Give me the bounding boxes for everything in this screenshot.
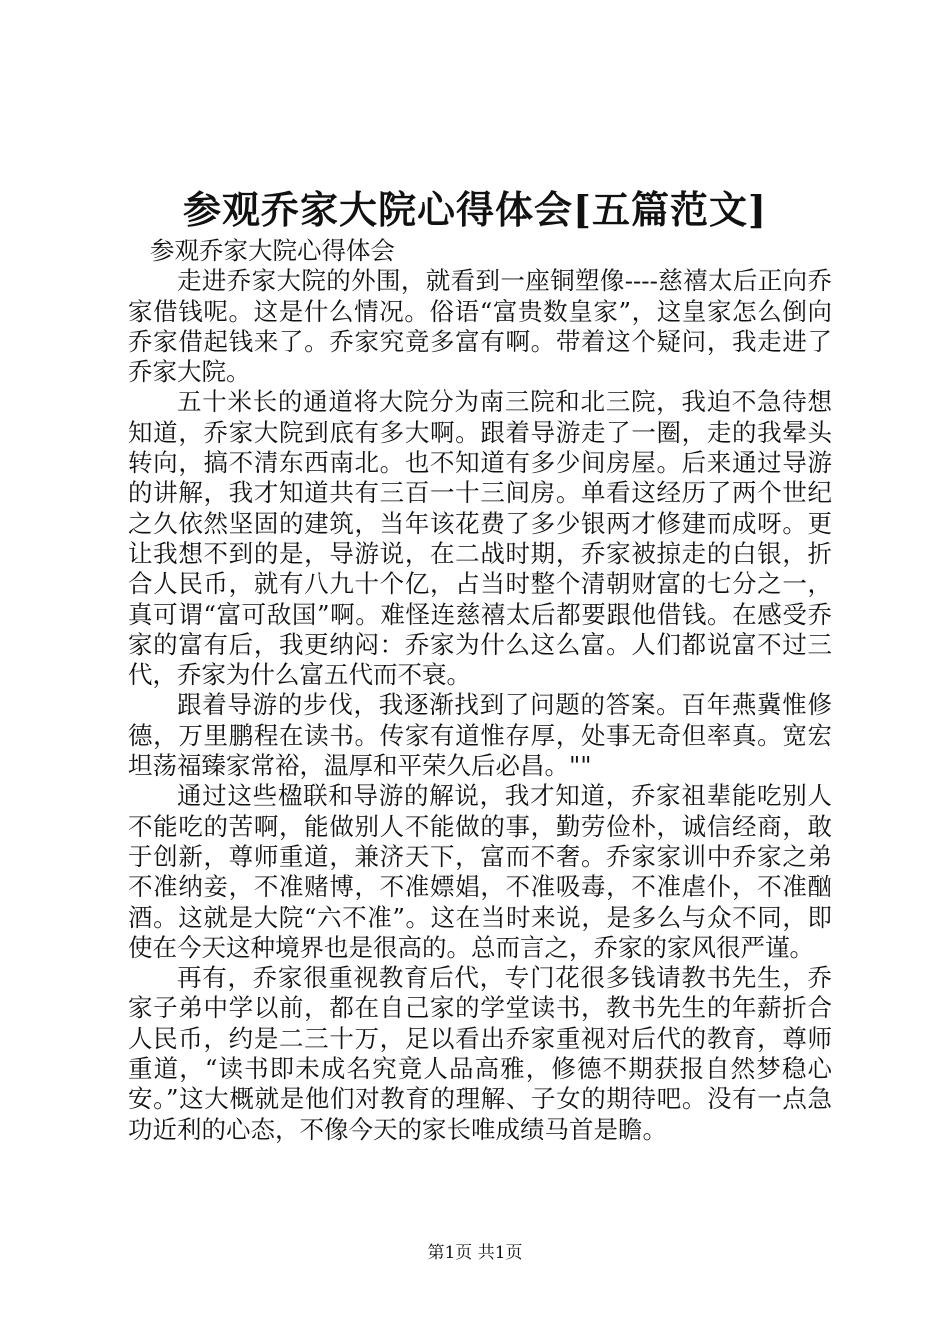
paragraph-4: 通过这些楹联和导游的解说，我才知道，乔家祖辈能吃别人不能吃的苦啊，能做别人不能做的事，勤劳俭朴，诚信经商，敢于创新，尊师重道，兼济天下，富而不奢。乔家家训中乔家之弟不准纳妾，不准赌博，不准嫖娼，不准吸毒，不准虐仆，不准酗酒。这就是大院“六不准”。这在当时来说，是多么与众不同，即使在今天这种境界也是很高的。总而言之，乔家的家风很严谨。 bbox=[128, 781, 832, 962]
paragraph-3: 跟着导游的步伐，我逐渐找到了问题的答案。百年燕冀惟修德，万里鹏程在读书。传家有道惟存厚，处事无奇但率真。宽宏坦荡福臻家常裕，温厚和平荣久后必昌。"" bbox=[128, 690, 832, 781]
page-number-footer: 第1页 共1页 bbox=[427, 1243, 523, 1263]
paragraph-1: 走进乔家大院的外围，就看到一座铜塑像----慈禧太后正向乔家借钱呢。这是什么情况。俗语“富贵数皇家”，这皇家怎么倒向乔家借起钱来了。乔家究竟多富有啊。带着这个疑问，我走进了乔家大院。 bbox=[128, 266, 832, 387]
document-title: 参观乔家大院心得体会[五篇范文] bbox=[183, 187, 767, 232]
document-body bbox=[128, 236, 832, 1145]
section-heading: 参观乔家大院心得体会 bbox=[150, 236, 395, 265]
paragraph-2: 五十米长的通道将大院分为南三院和北三院，我迫不急待想知道，乔家大院到底有多大啊。跟着导游走了一圈，走的我晕头转向，搞不清东西南北。也不知道有多少间房屋。后来通过导游的讲解，我才知道共有三百一十三间房。单看这经历了两个世纪之久依然坚固的建筑，当年该花费了多少银两才修建而成呀。更让我想不到的是，导游说，在二战时期，乔家被掠走的白银，折合人民币，就有八九十个亿，占当时整个清朝财富的七分之一，真可谓“富可敌国”啊。难怪连慈禧太后都要跟他借钱。在感受乔家的富有后，我更纳闷：乔家为什么这么富。人们都说富不过三代，乔家为什么富五代而不衰。 bbox=[128, 387, 832, 690]
paragraph-5: 再有，乔家很重视教育后代，专门花很多钱请教书先生，乔家子弟中学以前，都在自己家的学堂读书，教书先生的年薪折合人民币，约是二三十万，足以看出乔家重视对后代的教育，尊师重道，“读书即未成名究竟人品高雅，修德不期获报自然梦稳心安。”这大概就是他们对教育的理解、子女的期待吧。没有一点急功近利的心态，不像今天的家长唯成绩马首是瞻。 bbox=[128, 963, 832, 1144]
